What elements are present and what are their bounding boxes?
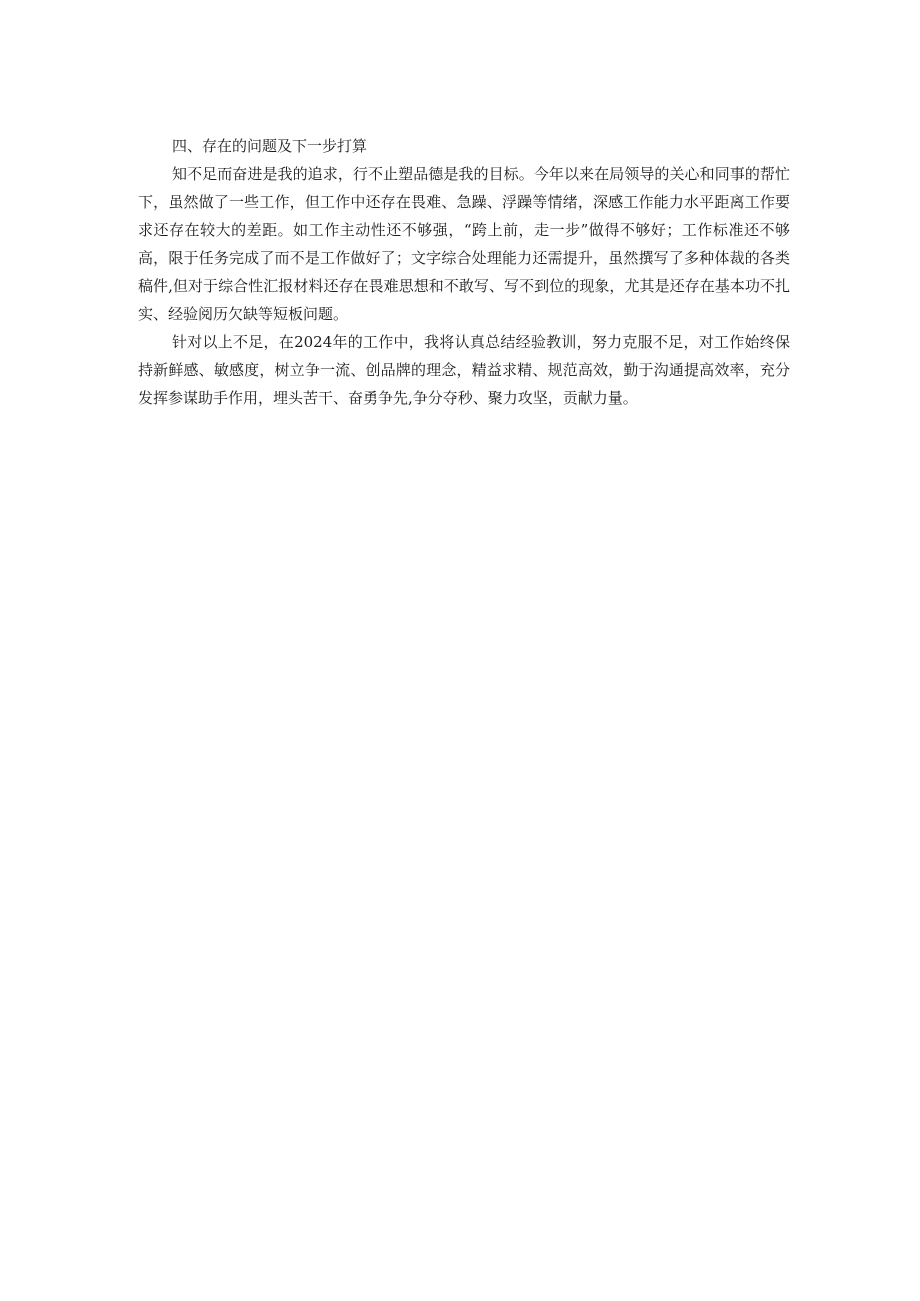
paragraph-problems: 知不足而奋进是我的追求，行不止塑品德是我的目标。今年以来在局领导的关心和同事的帮忙下，虽然做了一些工作，但工作中还存在畏难、急躁、浮躁等情绪，深感工作能力水平距离工作要求还存在较大的差距。如工作主动性还不够强，“跨上前，走一步”做得不够好；工作标准还不够高，限于任务完成了而不是工作做好了；文字综合处理能力还需提升，虽然撰写了多种体裁的各类稿件,但对于综合性汇报材料还存在畏难思想和不敢写、写不到位的现象，尤其是还存在基本功不扎实、经验阅历欠缺等短板问题。: [138, 165, 790, 323]
document-body: [138, 132, 790, 412]
paragraph-next-steps: 针对以上不足，在2024年的工作中，我将认真总结经验教训，努力克服不足，对工作始终保持新鲜感、敏感度，树立争一流、创品牌的理念，精益求精、规范高效，勤于沟通提高效率，充分发挥参谋助手作用，埋头苦干、奋勇争先,争分夺秒、聚力攻坚，贡献力量。: [138, 333, 790, 407]
section-heading: 四、存在的问题及下一步打算: [172, 137, 368, 155]
